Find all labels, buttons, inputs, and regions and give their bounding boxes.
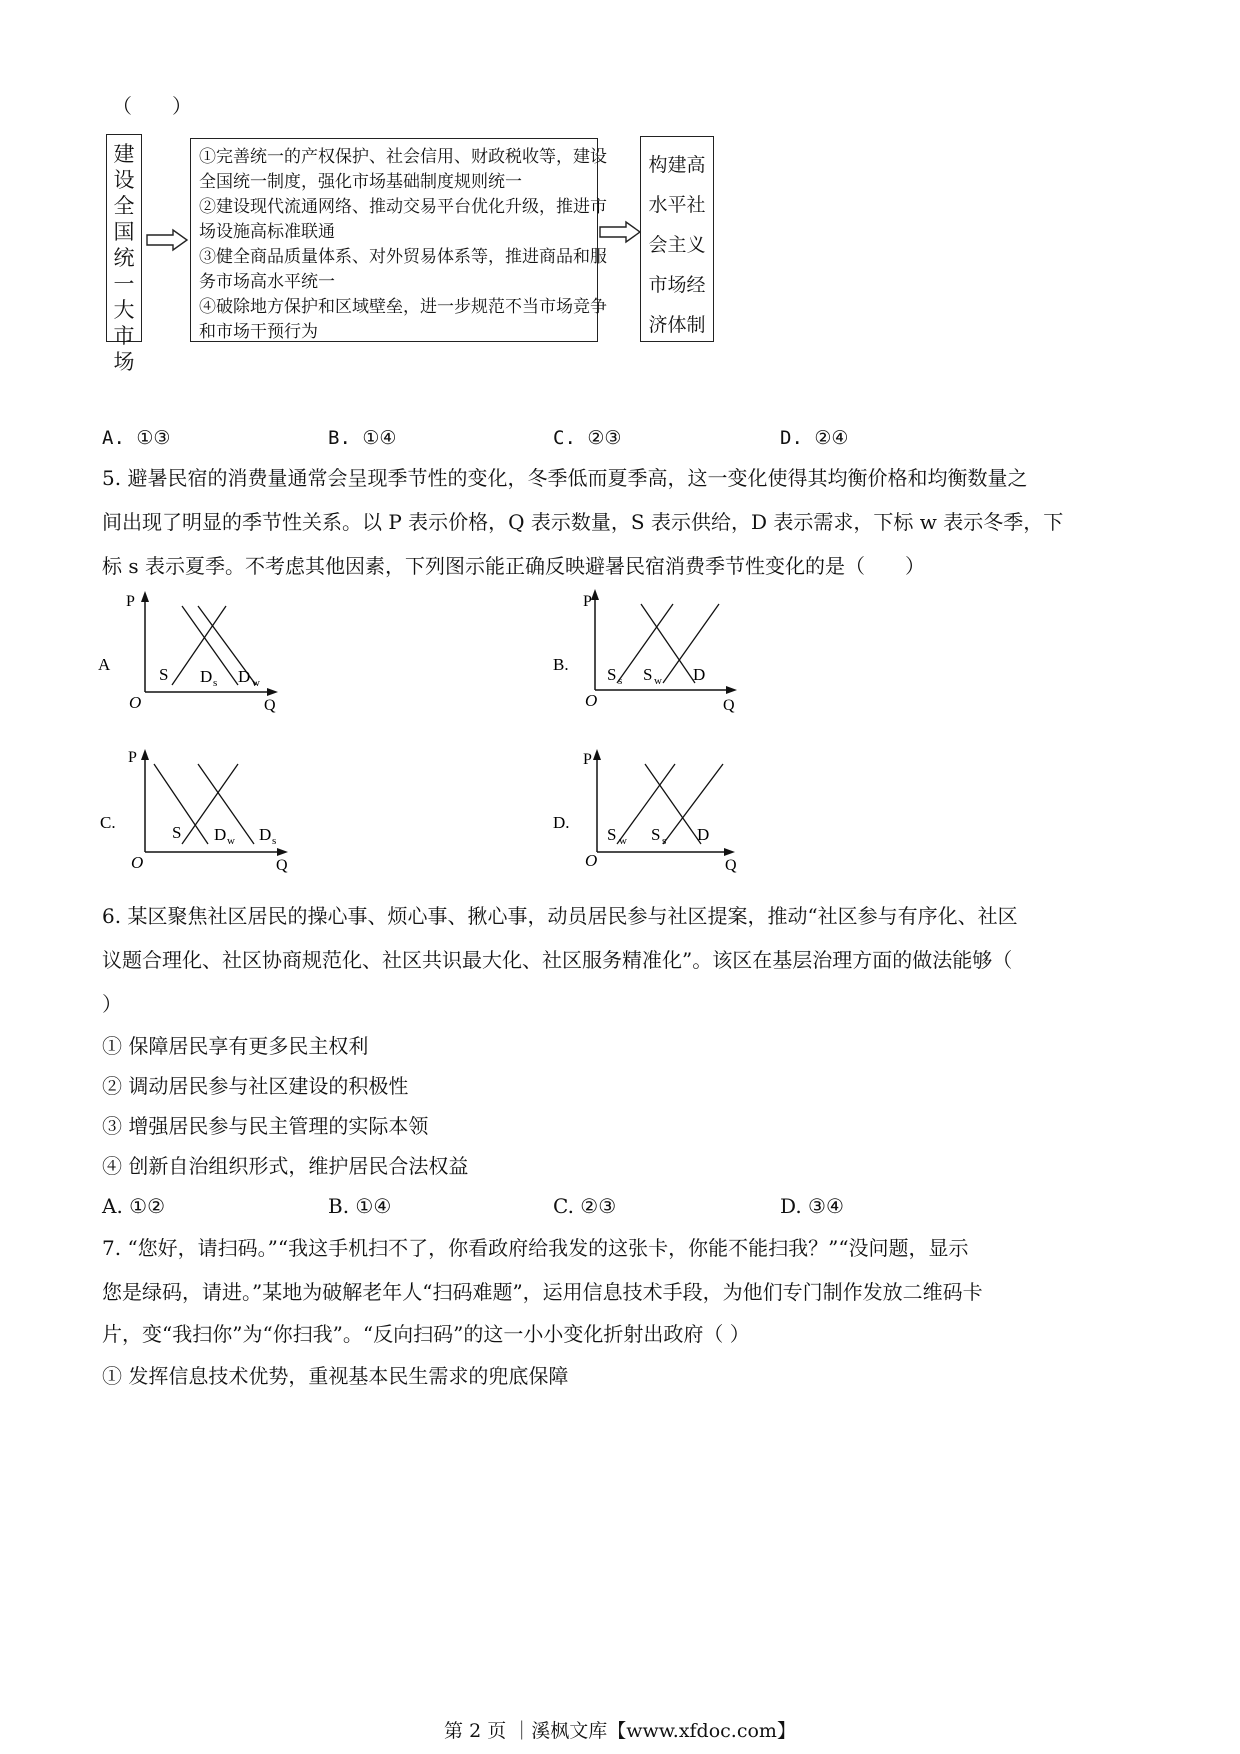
svg-text:D: D	[693, 665, 706, 684]
svg-text:s: s	[272, 835, 277, 847]
flow-item: 和市场干预行为	[199, 322, 318, 342]
flow-left-box	[106, 134, 142, 374]
q5-line: 间出现了明显的季节性关系。以 P 表示价格，Q 表示数量，S 表示供给，D 表示需求，下标 w 表示冬季，下	[102, 510, 1064, 534]
svg-text:D: D	[259, 825, 272, 844]
flow-item: 场设施高标准联通	[199, 222, 335, 242]
q4-option-b[interactable]: B. ①④	[328, 427, 397, 449]
graph-a	[96, 588, 296, 718]
q7-line: 片，变“我扫你”为“你扫我”。“反向扫码”的这一小小变化折射出政府（ ）	[102, 1322, 750, 1346]
curve-label: D	[200, 667, 213, 686]
q4-option-c[interactable]: C. ②③	[553, 427, 622, 449]
flow-item: ④破除地方保护和区域壁垒，进一步规范不当市场竞争	[199, 297, 607, 317]
svg-text:Q: Q	[276, 857, 288, 874]
origin-label: O	[129, 693, 142, 712]
q7-statement: ① 发挥信息技术优势，重视基本民生需求的兜底保障	[102, 1364, 569, 1388]
svg-text:S: S	[607, 665, 617, 684]
q6-statement: ③ 增强居民参与民主管理的实际本领	[102, 1114, 429, 1138]
flow-item: 全国统一制度，强化市场基础制度规则统一	[199, 172, 522, 192]
supply-curve	[663, 604, 719, 683]
flow-left-text: 建 设 全 国 统 一 大 市 场	[113, 142, 135, 374]
curve-subscript: w	[252, 677, 260, 689]
q6-line: 6. 某区聚焦社区居民的操心事、烦心事、揪心事，动员居民参与社区提案，推动“社区参与有序化、社区	[102, 904, 1018, 928]
svg-text:w: w	[227, 835, 235, 847]
q7-line: 您是绿码，请进。”某地为破解老年人“扫码难题”，运用信息技术手段，为他们专门制作发放二维码卡	[102, 1280, 983, 1304]
svg-text:S: S	[172, 823, 182, 842]
option-label: A	[98, 655, 111, 674]
graph-c	[96, 746, 306, 876]
svg-text:w: w	[619, 835, 627, 847]
q-axis-arrow-icon	[277, 848, 288, 856]
svg-text:Q: Q	[723, 697, 735, 714]
svg-text:C.: C.	[100, 813, 116, 832]
q6-line: ）	[102, 992, 122, 1016]
q5-line: 标 s 表示夏季。不考虑其他因素，下列图示能正确反映避暑民宿消费季节性变化的是（ ）	[102, 554, 925, 578]
curve-subscript: s	[213, 677, 218, 689]
flow-arrow-1-icon	[145, 228, 189, 252]
graph-d	[551, 746, 751, 876]
graph-b	[551, 586, 751, 716]
svg-text:P: P	[128, 749, 137, 766]
curve-label: D	[238, 667, 251, 686]
q6-statement: ① 保障居民享有更多民主权利	[102, 1034, 369, 1058]
q-axis-arrow-icon	[726, 686, 737, 694]
curve-label: S	[159, 665, 169, 684]
q6-option-c[interactable]: C. ②③	[553, 1194, 617, 1218]
svg-text:s: s	[662, 835, 667, 847]
flow-item: 务市场高水平统一	[199, 272, 335, 292]
axis-q-label: Q	[264, 697, 276, 714]
q6-line: 议题合理化、社区协商规范化、社区共识最大化、社区服务精准化”。该区在基层治理方面的做法能够（	[102, 948, 1013, 972]
q6-option-b[interactable]: B. ①④	[328, 1194, 392, 1218]
svg-text:S: S	[643, 665, 653, 684]
supply-curve	[617, 764, 675, 844]
q6-option-a[interactable]: A. ①②	[102, 1194, 166, 1218]
svg-text:P: P	[583, 751, 592, 768]
svg-text:P: P	[583, 593, 592, 610]
p-axis-arrow-icon	[593, 749, 601, 760]
flow-item: ③健全商品质量体系、对外贸易体系等，推进商品和服	[199, 247, 607, 267]
q6-statement: ④ 创新自治组织形式，维护居民合法权益	[102, 1154, 469, 1178]
q-axis-arrow-icon	[267, 688, 278, 696]
q5-line: 5. 避暑民宿的消费量通常会呈现季节性的变化，冬季低而夏季高，这一变化使得其均衡价格和均衡数量之	[102, 466, 1028, 490]
q6-statement: ② 调动居民参与社区建设的积极性	[102, 1074, 409, 1098]
flow-middle-box	[190, 138, 607, 342]
flow-right-box: 构建高 水平社 会主义 市场经 济体制	[640, 136, 714, 342]
q4-option-d[interactable]: D. ②④	[780, 427, 849, 449]
svg-text:w: w	[654, 675, 662, 687]
svg-text:D.: D.	[553, 813, 570, 832]
svg-text:O: O	[585, 691, 598, 710]
page-footer: 第 2 页 ｜溪枫文库【www.xfdoc.com】	[444, 1720, 796, 1742]
q4-option-a[interactable]: A. ①③	[102, 427, 171, 449]
svg-text:O: O	[131, 853, 144, 872]
p-axis-arrow-icon	[591, 589, 599, 600]
svg-text:O: O	[585, 851, 598, 870]
flow-arrow-2-icon	[598, 220, 642, 244]
q6-option-d[interactable]: D. ③④	[780, 1194, 844, 1218]
q7-line: 7. “您好，请扫码。”“我这手机扫不了，你看政府给我发的这张卡，你能不能扫我？”“没问题，显示	[102, 1236, 969, 1260]
svg-text:D: D	[214, 825, 227, 844]
svg-text:S: S	[651, 825, 661, 844]
svg-text:S: S	[607, 825, 617, 844]
axis-p-label: P	[126, 593, 135, 610]
supply-curve	[172, 606, 226, 685]
question-blank: （ ）	[112, 94, 192, 118]
p-axis-arrow-icon	[141, 591, 149, 602]
p-axis-arrow-icon	[141, 749, 149, 760]
flow-item: ①完善统一的产权保护、社会信用、财政税收等，建设	[199, 147, 607, 167]
flow-item: ②建设现代流通网络、推动交易平台优化升级，推进市	[199, 197, 607, 217]
q-axis-arrow-icon	[724, 848, 735, 856]
option-label: B.	[553, 655, 569, 674]
svg-text:s: s	[618, 675, 623, 687]
supply-curve	[182, 764, 238, 844]
svg-text:D: D	[697, 825, 710, 844]
svg-text:Q: Q	[725, 857, 737, 874]
